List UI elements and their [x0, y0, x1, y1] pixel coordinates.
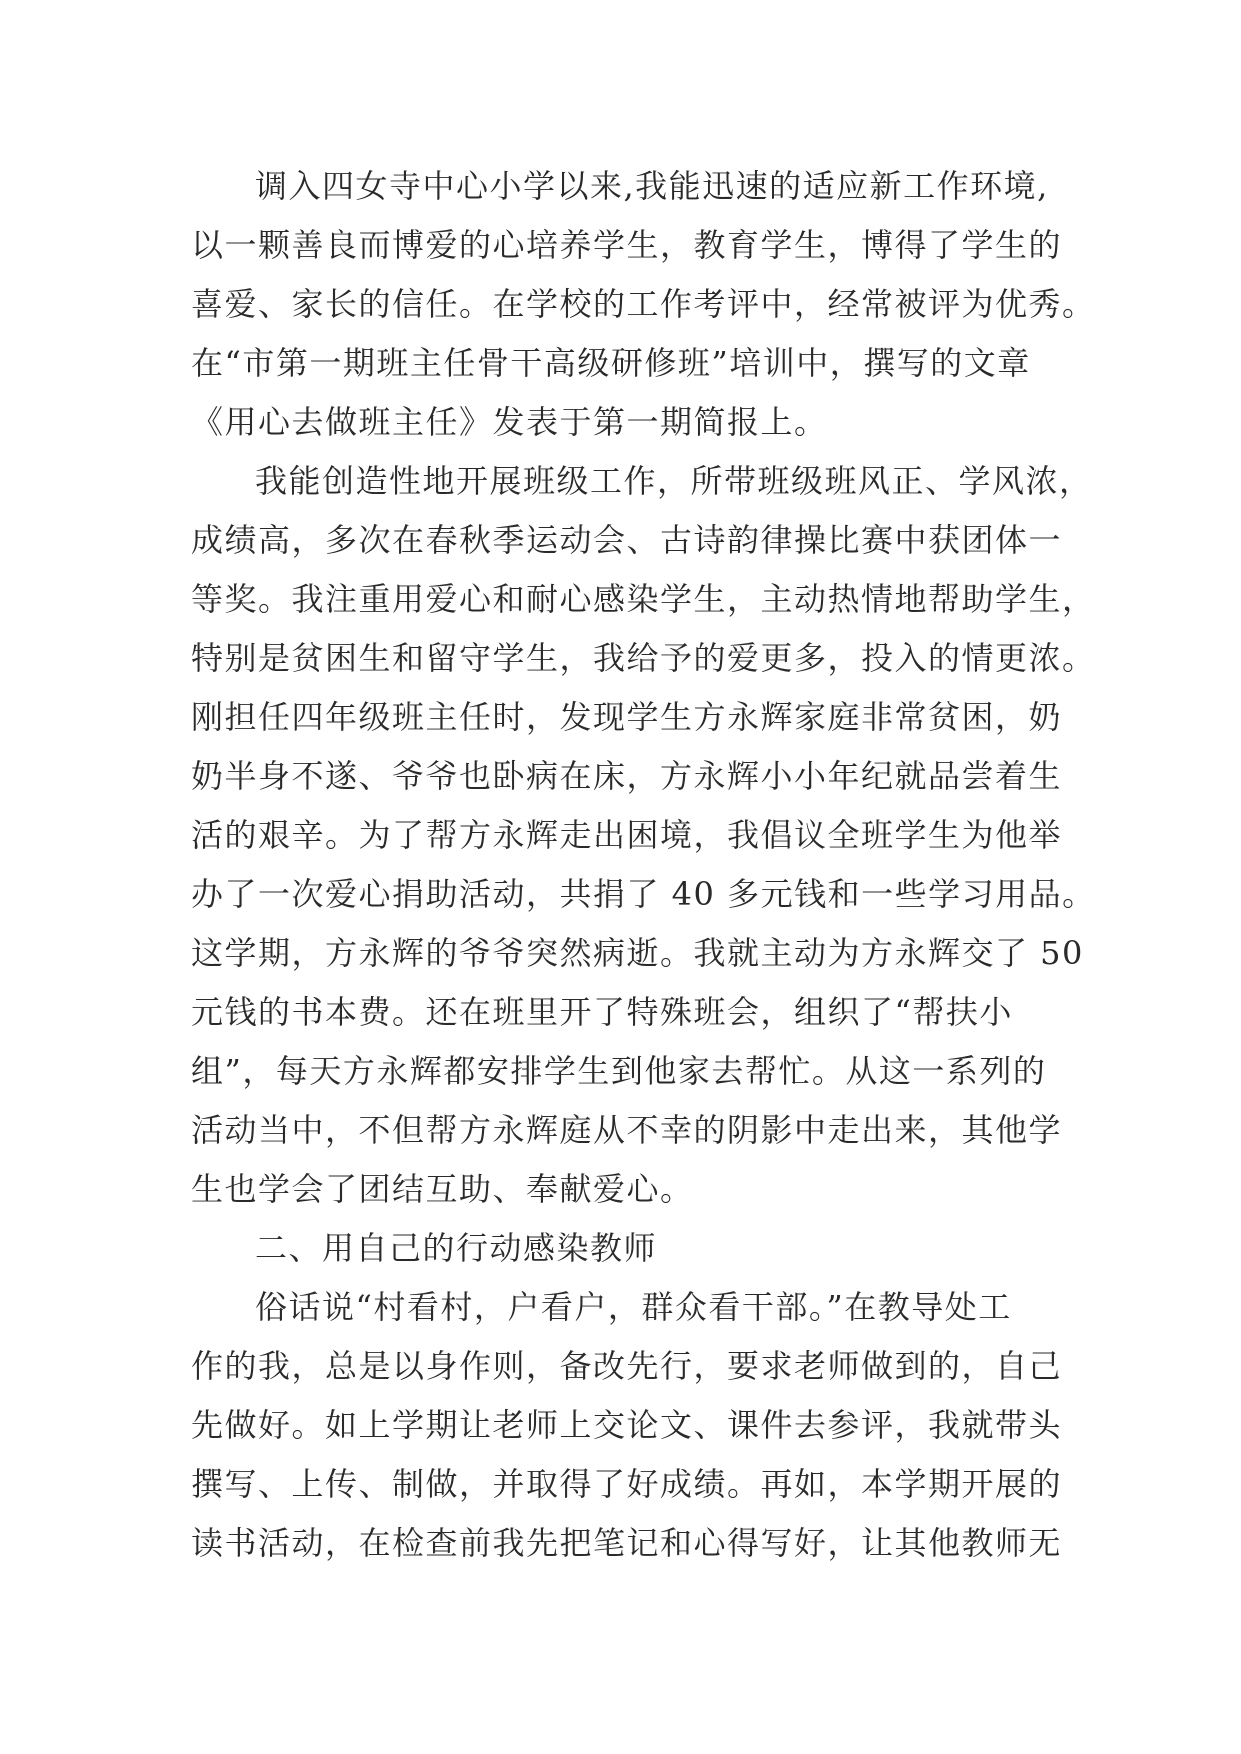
text-line: 刚担任四年级班主任时，发现学生方永辉家庭非常贫困，奶: [191, 698, 1063, 736]
body-text: [191, 157, 1096, 1573]
text-line: 作的我，总是以身作则，备改先行，要求老师做到的，自己: [191, 1347, 1063, 1385]
text-line: 在“市第一期班主任骨干高级研修班”培训中，撰写的文章: [191, 344, 1031, 382]
text-line: 喜爱、家长的信任。在学校的工作考评中，经常被评为优秀。: [191, 285, 1096, 323]
text-line: 调入四女寺中心小学以来,我能迅速的适应新工作环境,: [255, 167, 1049, 205]
text-line: 《用心去做班主任》发表于第一期简报上。: [191, 403, 828, 441]
text-line: 特别是贫困生和留守学生，我给予的爱更多，投入的情更浓。: [191, 639, 1096, 677]
text-line: 等奖。我注重用爱心和耐心感染学生，主动热情地帮助学生，: [191, 580, 1096, 618]
text-line: 组”，每天方永辉都安排学生到他家去帮忙。从这一系列的: [191, 1052, 1047, 1090]
text-line: 元钱的书本费。还在班里开了特殊班会，组织了“帮扶小: [191, 993, 1013, 1031]
text-line: 二、用自己的行动感染教师: [255, 1229, 658, 1267]
text-line: 生也学会了团结互助、奉献爱心。: [191, 1170, 694, 1208]
text-line: 先做好。如上学期让老师上交论文、课件去参评，我就带头: [191, 1406, 1063, 1444]
text-line: 撰写、上传、制做，并取得了好成绩。再如，本学期开展的: [191, 1465, 1063, 1503]
text-line: 俗话说“村看村，户看户，群众看干部。”在教导处工: [255, 1288, 1012, 1326]
text-line: 活的艰辛。为了帮方永辉走出困境，我倡议全班学生为他举: [191, 816, 1063, 854]
text-line: 这学期，方永辉的爷爷突然病逝。我就主动为方永辉交了 50: [191, 934, 1084, 972]
text-line: 读书活动，在检查前我先把笔记和心得写好，让其他教师无: [191, 1524, 1063, 1562]
text-line: 成绩高，多次在春秋季运动会、古诗韵律操比赛中获团体一: [191, 521, 1063, 559]
text-line: 以一颗善良而博爱的心培养学生，教育学生，博得了学生的: [191, 226, 1063, 264]
text-line: 办了一次爱心捐助活动，共捐了 40 多元钱和一些学习用品。: [191, 875, 1096, 913]
text-line: 活动当中，不但帮方永辉庭从不幸的阴影中走出来，其他学: [191, 1111, 1063, 1149]
text-line: 我能创造性地开展班级工作，所带班级班风正、学风浓，: [255, 462, 1093, 500]
text-line: 奶半身不遂、爷爷也卧病在床，方永辉小小年纪就品尝着生: [191, 757, 1063, 795]
